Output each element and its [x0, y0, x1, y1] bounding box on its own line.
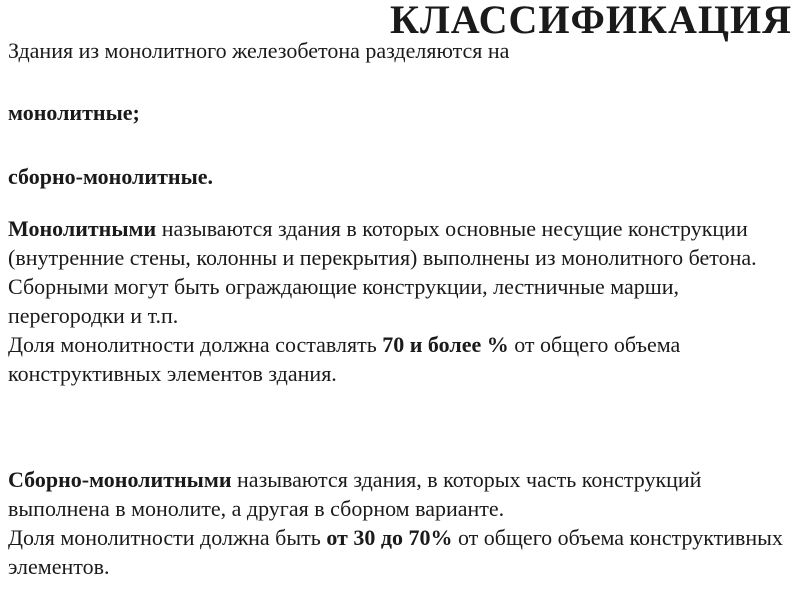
prefabricated-note: Сборными могут быть ограждающие конструкции, лестничные марши, перегородки и т.п.	[8, 274, 679, 328]
monolithic-share-after: от общего объема конструктивных элементов здания.	[8, 332, 681, 386]
prefab-monolithic-definition-text: называются здания, в которых часть конструкций выполнена в монолите, а другая в сборном варианте.	[8, 467, 702, 521]
monolithic-share-value: 70 и более %	[382, 332, 509, 357]
monolithic-definition-block	[8, 214, 788, 388]
intro-text: Здания из монолитного железобетона разделяются на	[8, 38, 510, 63]
monolithic-share	[8, 330, 788, 388]
type-item-monolithic: монолитные;	[8, 100, 140, 125]
monolithic-share-before: Доля монолитности должна составлять	[8, 332, 383, 357]
monolithic-definition-text: называются здания в которых основные несущие конструкции (внутренние стены, колонны и перекрытия) выполнены из монолитного бетона.	[8, 216, 757, 270]
type-item-prefab-monolithic: сборно-монолитные.	[8, 164, 214, 189]
prefab-monolithic-term: Сборно-монолитными	[8, 467, 232, 492]
monolithic-definition	[8, 214, 788, 272]
prefab-monolithic-share	[8, 523, 788, 581]
prefab-monolithic-definition-block	[8, 465, 788, 581]
prefab-share-after: от общего объема конструктивных элементов.	[8, 525, 783, 579]
prefab-monolithic-definition	[8, 465, 788, 523]
prefab-share-before: Доля монолитности должна быть	[8, 525, 327, 550]
prefab-share-value: от 30 до 70%	[326, 525, 453, 550]
slide-title: КЛАССИФИКАЦИЯ	[389, 0, 792, 42]
monolithic-term: Монолитными	[8, 216, 157, 241]
